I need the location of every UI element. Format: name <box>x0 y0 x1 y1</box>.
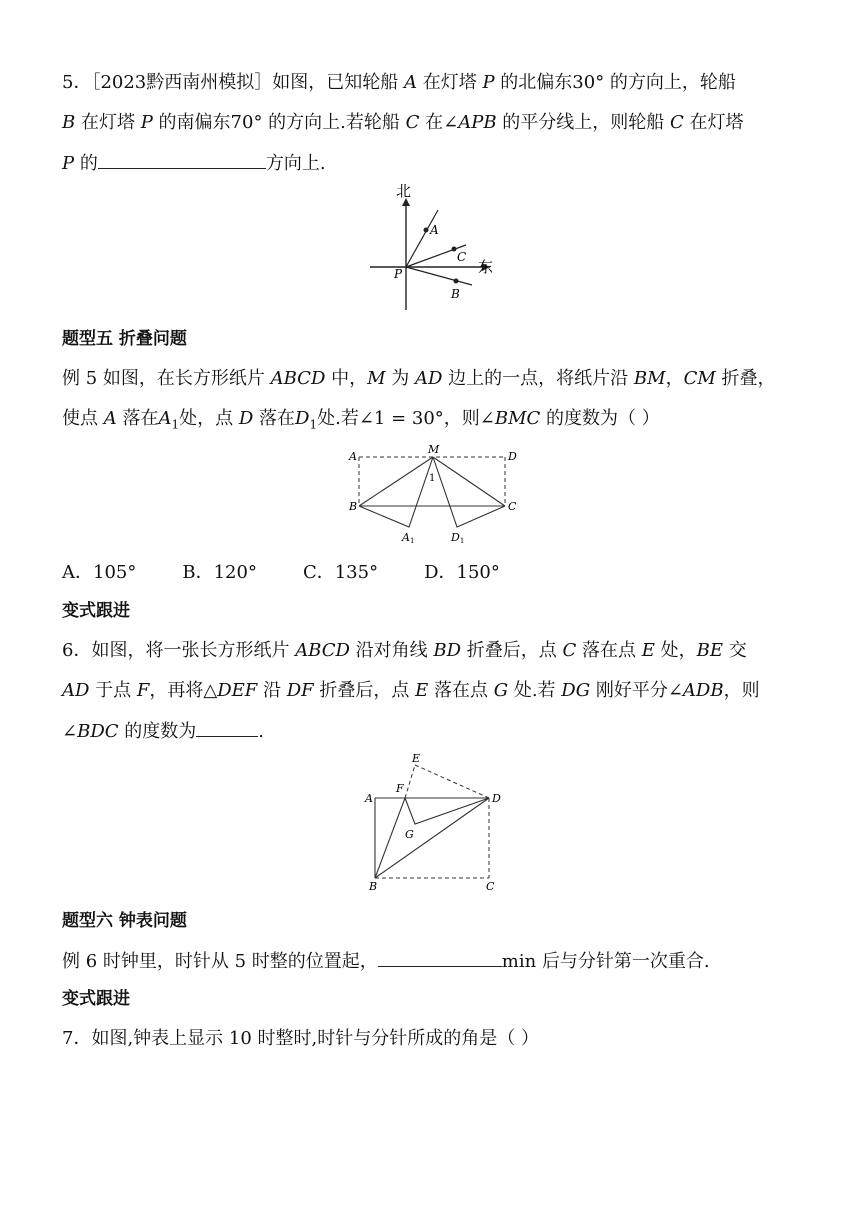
ex5-line-1: 例 5 如图，在长方形纸片 ABCD 中，M 为 AD 边上的一点，将纸片沿 BM，CM 折叠， <box>62 368 776 389</box>
segment-fe <box>405 765 415 798</box>
folded-fgd <box>405 798 489 824</box>
ex6-line: 例 6 时钟里，时针从 5 时整的位置起， min 后与分针第一次重合. <box>62 948 710 975</box>
ray-pb <box>406 267 472 285</box>
section-heading-variant-1: 变式跟进 <box>62 601 130 621</box>
label-b: B <box>369 880 378 892</box>
point-b <box>454 279 459 284</box>
label-m: M <box>428 443 440 456</box>
ex5-fold-figure <box>345 442 525 554</box>
label-d: D <box>508 450 517 463</box>
q5-answer-blank[interactable] <box>98 150 266 169</box>
label-c: C <box>508 500 517 513</box>
diagonal-bd <box>375 798 489 878</box>
label-a: A <box>349 450 357 463</box>
q5-line-2: B 在灯塔 P 的南偏东70° 的方向上.若轮船 C 在∠APB 的平分线上，则轮船 C 在灯塔 <box>62 112 744 133</box>
choice-a[interactable]: A．105° <box>62 562 137 583</box>
q6-line-3: ∠BDC 的度数为 . <box>62 718 264 745</box>
label-b: B <box>451 287 460 301</box>
q5-line-3: P 的 方向上. <box>62 150 326 177</box>
q6-line-2: AD 于点 F，再将△DEF 沿 DF 折叠后，点 E 落在点 G 处.若 DG 刚好平分∠ADB，则 <box>62 680 760 701</box>
east-label: 东 <box>478 258 494 276</box>
label-c: C <box>486 880 495 892</box>
ex5-line-2: 使点 A 落在$A_1$处，点 D 落在$D_1$处.若∠1 = 30°，则∠BMC 的度数为（ ） <box>62 408 660 432</box>
section-heading-type5: 题型五 折叠问题 <box>62 329 187 349</box>
q5-line-1: 5．［2023黔西南州模拟］如图，已知轮船 A 在灯塔 P 的北偏东30° 的方向上，轮船 <box>62 72 736 93</box>
q6-line-1: 6．如图，将一张长方形纸片 ABCD 沿对角线 BD 折叠后，点 C 落在点 E 处，BE 交 <box>62 640 747 661</box>
folded-a1 <box>359 457 436 527</box>
label-a: A <box>430 223 439 237</box>
segment-bf <box>375 798 405 878</box>
q6-answer-blank[interactable] <box>196 718 258 737</box>
label-c: C <box>457 250 467 264</box>
label-e: E <box>412 752 421 765</box>
ex5-choices <box>62 560 546 586</box>
q7-line: 7．如图,钟表上显示 10 时整时,时针与分针所成的角是（ ） <box>62 1028 539 1049</box>
angle-1-label: 1 <box>429 473 436 484</box>
crease-bm <box>359 457 436 506</box>
point-a <box>424 228 429 233</box>
section-heading-type6: 题型六 钟表问题 <box>62 911 187 931</box>
label-a1: A1 <box>402 531 415 545</box>
choice-b[interactable]: B．120° <box>182 562 257 583</box>
point-c <box>452 247 457 252</box>
q6-fold-figure <box>358 752 508 892</box>
label-d: D <box>492 792 501 805</box>
folded-d1 <box>433 457 505 527</box>
label-g: G <box>405 828 414 841</box>
label-p: P <box>394 267 403 281</box>
choice-d[interactable]: D．150° <box>424 562 500 583</box>
choice-c[interactable]: C．135° <box>302 562 379 583</box>
ex6-answer-blank[interactable] <box>378 948 502 967</box>
label-b: B <box>349 500 358 513</box>
label-a: A <box>365 792 373 805</box>
label-f: F <box>396 782 404 795</box>
q5-direction-figure <box>360 182 510 317</box>
north-label: 北 <box>396 182 412 200</box>
crease-cm <box>433 457 505 506</box>
ray-pa <box>406 210 438 267</box>
label-d1: D1 <box>451 531 465 545</box>
segment-ed <box>415 765 489 798</box>
section-heading-variant-2: 变式跟进 <box>62 989 130 1009</box>
